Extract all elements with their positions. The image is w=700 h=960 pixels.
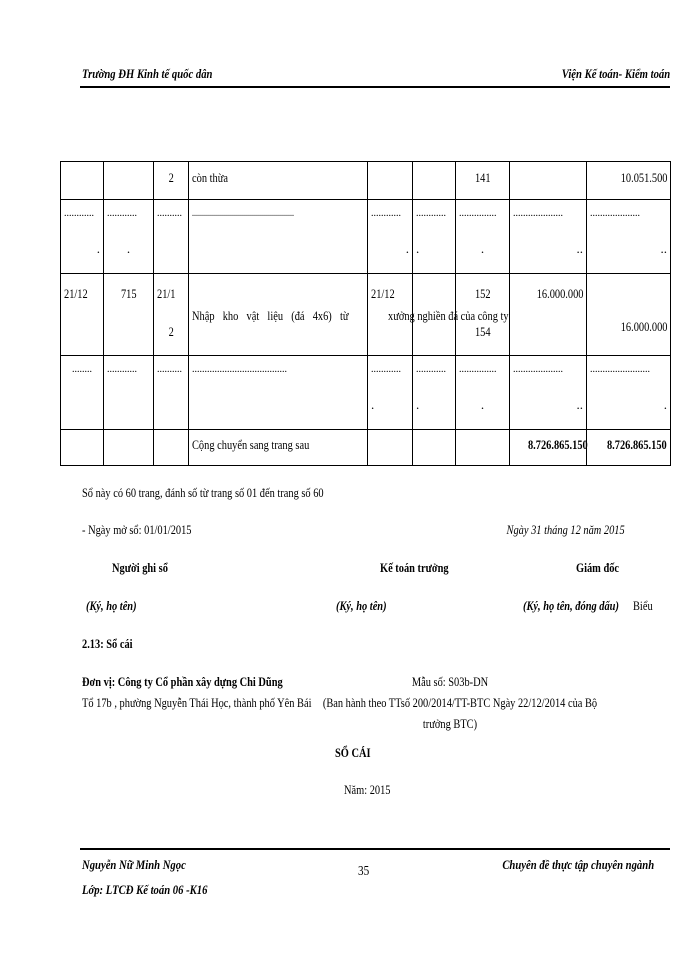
- page-number: 35: [358, 864, 370, 879]
- cell-total-label: Cộng chuyển sang trang sau: [189, 430, 368, 466]
- table-row: [61, 200, 671, 274]
- cell-empty: [368, 430, 413, 466]
- table-row: [61, 162, 671, 200]
- ledger-year: Năm: 2015: [344, 782, 391, 797]
- open-date: - Ngày mở sổ: 01/01/2015: [82, 522, 192, 537]
- footer-topic: Chuyên đề thực tập chuyên ngành: [502, 857, 654, 872]
- cell-dots: ............: [104, 356, 154, 430]
- table-row-total: [61, 430, 671, 466]
- cell-dots: ............... .: [456, 356, 510, 430]
- cell-dots: ............ .: [368, 356, 413, 430]
- cell-dots: ............ .: [368, 200, 413, 274]
- cell-dots: ........: [61, 356, 104, 430]
- cell-empty: [154, 430, 189, 466]
- footer-rule: [80, 848, 670, 850]
- cell-dots: ............ .: [61, 200, 104, 274]
- cell-debit: 16.000.000: [510, 274, 587, 356]
- cell-nkc-line: [413, 162, 456, 200]
- cell-dots: ......................................: [189, 356, 368, 430]
- sign-extra: Biểu: [633, 598, 653, 613]
- section-heading: 2.13: Sổ cái: [82, 636, 133, 651]
- ledger-title: SỔ CÁI: [335, 745, 371, 760]
- signer-bookkeeper: Người ghi sổ: [112, 560, 168, 575]
- cell-nkc-page: [368, 162, 413, 200]
- cell-dots: ............ .: [104, 200, 154, 274]
- sign-note-chief-accountant: (Ký, họ tên): [336, 598, 387, 613]
- cell-credit: 10.051.500: [587, 162, 671, 200]
- cell-dots: ..........: [154, 200, 189, 274]
- signer-director: Giám đốc: [576, 560, 620, 575]
- header-school: Trường ĐH Kinh tế quốc dân: [82, 66, 213, 81]
- cell-dots: ............... .: [456, 200, 510, 274]
- cell-empty: [104, 430, 154, 466]
- cell-dots: ..........: [154, 356, 189, 430]
- form-issue-line2: trưởng BTC): [422, 716, 478, 731]
- unit-name: Đơn vị: Công ty Cổ phần xây dựng Chi Dũng: [82, 674, 283, 689]
- cell-account: 141: [456, 162, 510, 200]
- ledger-table: [60, 161, 671, 466]
- header-institute: Viện Kế toán- Kiểm toán: [561, 66, 670, 81]
- cell-dots: ........................ .: [587, 356, 671, 430]
- footer-class: Lớp: LTCĐ Kế toán 06 -K16: [82, 882, 208, 897]
- cell-total-credit: 8.726.865.150: [587, 430, 671, 466]
- cell-doc-no: 715: [104, 274, 154, 356]
- unit-address: Tổ 17b , phường Nguyễn Thái Học, thành phố Yên Bái: [82, 695, 312, 710]
- sign-date: Ngày 31 tháng 12 năm 2015: [506, 522, 625, 537]
- cell-date: [61, 162, 104, 200]
- cell-dots: ...................................................: [189, 200, 368, 274]
- cell-empty: [456, 430, 510, 466]
- cell-description: Nhập kho vật liệu (đá 4x6) từ xưởng nghiền đá của công ty: [189, 274, 368, 356]
- book-note: Sổ này có 60 trang, đánh số từ trang số 01 đến trang số 60: [82, 485, 324, 500]
- footer-author: Nguyễn Nữ Minh Ngọc: [82, 857, 186, 872]
- table-row: [61, 274, 671, 356]
- cell-date: 21/12: [61, 274, 104, 356]
- cell-doc-date: 21/1 2: [154, 274, 189, 356]
- signer-chief-accountant: Kế toán trưởng: [380, 560, 449, 575]
- cell-description: còn thừa: [189, 162, 368, 200]
- cell-dots: ............ .: [413, 356, 456, 430]
- cell-doc-no: [104, 162, 154, 200]
- cell-debit: [510, 162, 587, 200]
- cell-dots: .................... ..: [510, 356, 587, 430]
- cell-dots: .................... ..: [510, 200, 587, 274]
- header-rule: [80, 86, 670, 88]
- cell-credit: 16.000.000: [587, 274, 671, 356]
- cell-dots: .................... ..: [587, 200, 671, 274]
- cell-dots: ............ .: [413, 200, 456, 274]
- cell-doc-date: 2: [154, 162, 189, 200]
- form-number: Mẫu số: S03b-DN: [411, 674, 489, 689]
- cell-account: 152 154: [456, 274, 510, 356]
- table-row: [61, 356, 671, 430]
- cell-empty: [413, 430, 456, 466]
- form-issue-line1: (Ban hành theo TTsố 200/2014/TT-BTC Ngày 22/12/2014 của Bộ: [322, 695, 598, 710]
- cell-nkc-page: 21/12: [368, 274, 413, 356]
- cell-total-debit: 8.726.865.150: [510, 430, 587, 466]
- sign-note-director: (Ký, họ tên, đóng dấu): [523, 598, 619, 613]
- sign-note-bookkeeper: (Ký, họ tên): [86, 598, 137, 613]
- cell-empty: [61, 430, 104, 466]
